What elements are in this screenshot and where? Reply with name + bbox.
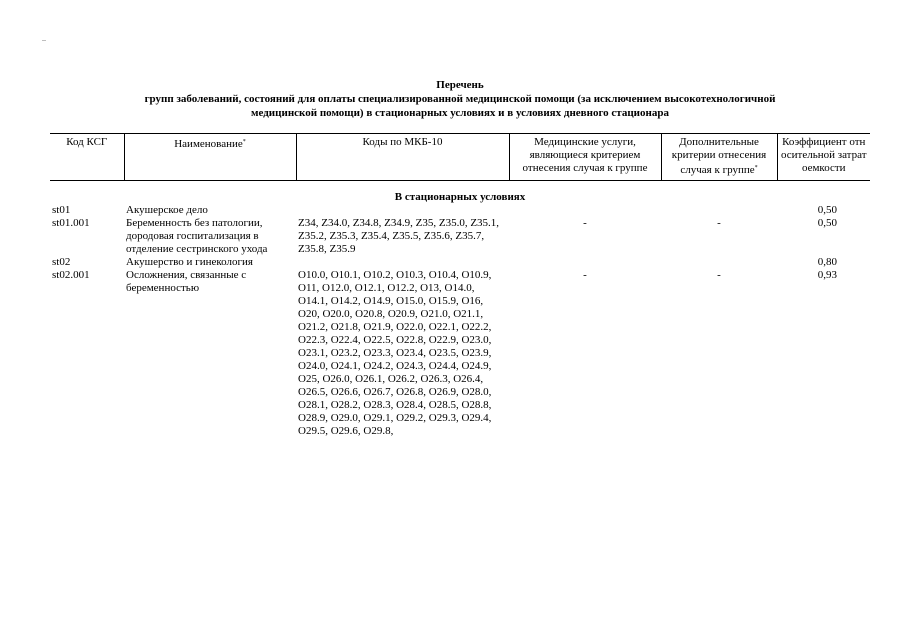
cell-coef: 0,80 <box>817 256 837 268</box>
footnote-mark: * <box>754 165 758 171</box>
header-coef: Коэффициент относительной затратоемкости <box>777 134 870 181</box>
table-header-row <box>50 134 870 181</box>
cell-services <box>509 204 661 217</box>
cell-code: st01 <box>52 204 71 216</box>
cell-services: - <box>583 269 587 281</box>
table-row <box>50 204 870 217</box>
cell-coef: 0,50 <box>817 204 837 216</box>
cell-mkb <box>296 204 509 217</box>
title-line-2: групп заболеваний, состояний для оплаты специализированной медицинской помощи (за исключением высокотехнологичной <box>144 93 776 105</box>
cell-name: Беременность без патологии, дородовая госпитализация в отделение сестринского ухода <box>126 217 268 255</box>
cell-extra <box>661 204 777 217</box>
ksg-table <box>50 133 870 438</box>
cell-services <box>509 256 661 269</box>
cell-extra <box>661 256 777 269</box>
cell-services: - <box>583 217 587 229</box>
table-row <box>50 217 870 256</box>
table-row <box>50 269 870 438</box>
cell-code: st02 <box>52 256 71 268</box>
cell-name: Акушерское дело <box>126 204 208 216</box>
footnote-mark: * <box>242 139 246 145</box>
cell-extra: - <box>717 269 721 281</box>
title-line-1: Перечень <box>436 79 484 91</box>
table-row <box>50 256 870 269</box>
header-name: Наименование* <box>124 134 296 181</box>
cell-coef: 0,93 <box>817 269 837 281</box>
page-marker: .. <box>42 34 46 43</box>
document-title <box>50 78 870 120</box>
cell-code: st01.001 <box>52 217 90 229</box>
header-services: Медицинские услуги, являющиеся критерием отнесения случая к группе <box>509 134 661 181</box>
title-line-3: медицинской помощи) в стационарных условиях и в условиях дневного стационара <box>251 107 669 119</box>
cell-coef: 0,50 <box>817 217 837 229</box>
header-code: Код КСГ <box>66 136 108 148</box>
cell-name: Осложнения, связанные с беременностью <box>126 269 247 294</box>
cell-mkb: Z34, Z34.0, Z34.8, Z34.9, Z35, Z35.0, Z35.1, Z35.2, Z35.3, Z35.4, Z35.5, Z35.6, Z35.7, Z35.8, Z35.9 <box>298 217 500 255</box>
cell-mkb: O10.0, O10.1, O10.2, O10.3, O10.4, O10.9, O11, O12.0, O12.1, O12.2, O13, O14.0, O14.1, O14.2, O14.9, O15.0, O15.9, O16, O20, O20.0, O20.8, O20.9, O21.0, O21.1, O21.2, O21.8, O21.9, O22.0, O22.1, O22.2, O22.3, O22.4, O22.5, O22.8, O22.9, O23.0, O23.1, O23.2, O23.3, O23.4, O23.5, O23.9, O24.0, O24.1, O24.2, O24.3, O24.4, O24.9, O25, O26.0, O26.1, O26.2, O26.3, O26.4, O26.5, O26.6, O26.7, O26.8, O26.9, O28.0, O28.1, O28.2, O28.3, O28.4, O28.5, O28.8, O28.9, O29.0, O29.1, O29.2, O29.3, O29.4, O29.5, O29.6, O29.8, <box>298 269 492 437</box>
cell-mkb <box>296 256 509 269</box>
section-row <box>50 181 870 205</box>
header-mkb: Коды по МКБ-10 <box>296 134 509 181</box>
cell-name: Акушерство и гинекология <box>126 256 253 268</box>
header-extra: Дополнительные критерии отнесения случая к группе* <box>661 134 777 181</box>
section-title: В стационарных условиях <box>394 191 526 203</box>
cell-code: st02.001 <box>52 269 90 281</box>
cell-extra: - <box>717 217 721 229</box>
